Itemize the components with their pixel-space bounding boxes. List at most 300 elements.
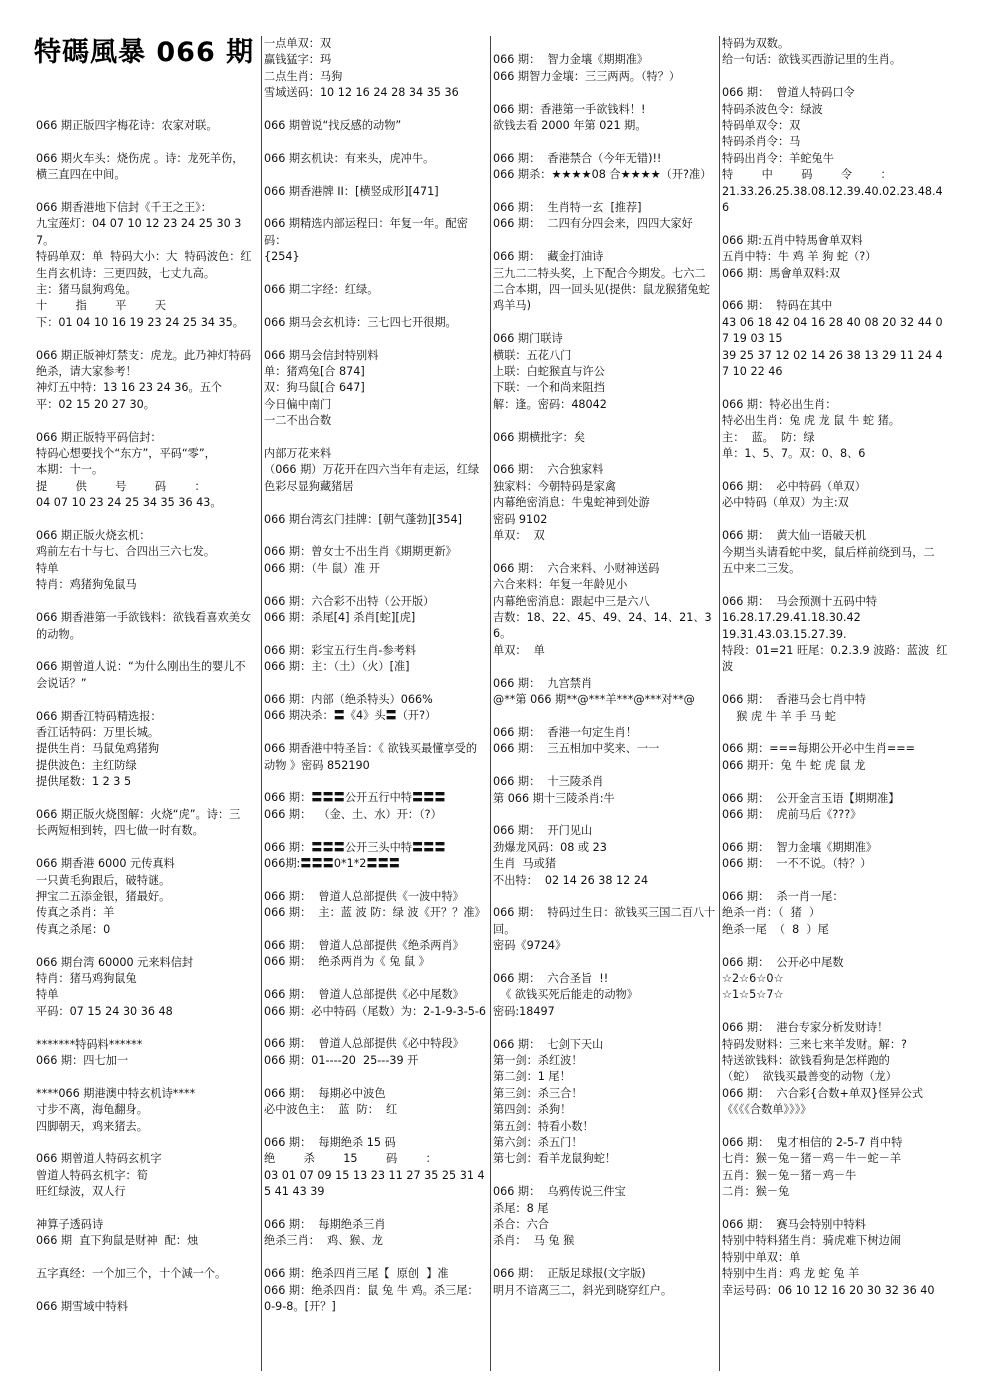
text-line <box>493 889 717 905</box>
text-line: 066 期： 六合彩{合数+单双}怪异公式 <box>722 1086 924 1100</box>
text-line: 五字真经：一个加三个，十个減一个。 <box>36 1267 227 1281</box>
text-line: 066 期： 马会预测十五码中特 <box>722 594 878 608</box>
text-line: 绝杀，请大家参考！ <box>36 365 137 379</box>
text-line: 066 期： 六合来料、小财神送码 <box>493 561 660 575</box>
text-line: 特码单双令：双 <box>722 119 801 133</box>
text-line: 生肖 马或猪 <box>493 857 557 871</box>
text-line <box>264 495 488 511</box>
text-line: 不出特： 02 14 26 38 12 24 <box>493 873 649 887</box>
text-line: 第四剑：杀狗！ <box>493 1103 572 1117</box>
text-line: 神算子透码诗 <box>36 1217 104 1231</box>
text-line: 绝杀三肖： 鸡、猴、龙 <box>264 1234 383 1248</box>
text-line <box>493 446 717 462</box>
text-line: 066 期： 六合圣旨 !! <box>493 971 609 985</box>
text-line: 特码出肖令：羊蛇兔牛 <box>722 151 834 165</box>
text-line <box>264 823 488 839</box>
text-line <box>264 626 488 642</box>
text-line <box>722 463 948 479</box>
text-line: 吉数：18、22、45、49、24、14、21、36。 <box>493 611 712 641</box>
text-line: 066 期： 每期必中波色 <box>264 1086 386 1100</box>
text-line <box>493 36 717 52</box>
text-line <box>493 659 717 675</box>
text-line: 066 期智力金壤：三三两两。（特？） <box>493 69 681 83</box>
text-line: 066 期玄机诀：有来头，虎冲牛。 <box>264 151 435 165</box>
text-line <box>493 134 717 150</box>
text-line: 密码:18497 <box>493 1004 555 1018</box>
text-line: 单：猪鸡兔[合 874] <box>264 365 365 379</box>
text-line <box>722 216 948 232</box>
text-line: 劲爆龙风码：08 或 23 <box>493 840 607 854</box>
text-line: 平码：07 15 24 30 36 48 <box>36 1004 173 1018</box>
text-line: *******特码料****** <box>36 1037 143 1051</box>
text-line: 066 期： 虎前马后《???》 <box>722 807 862 821</box>
text-line: 旺红绿波，双人行 <box>36 1185 126 1199</box>
text-line: 066 期： 杀一肖一尾： <box>722 889 844 903</box>
text-line: 066 期马会玄机诗：三七四七开很期。 <box>264 315 457 329</box>
text-line: 会说话？” <box>36 676 87 690</box>
text-line: 杀肖： 马 兔 猴 <box>493 1234 575 1248</box>
text-line: 《《《《合数单》》》》 <box>722 1103 812 1117</box>
text-line: 二肖：猴－兔 <box>722 1185 790 1199</box>
text-line: 066 期：（牛 鼠）准 开 <box>264 561 380 575</box>
text-line <box>36 840 258 856</box>
column-4 <box>722 36 948 1381</box>
text-line: 特必出生肖：兔 虎 龙 鼠 牛 蛇 猪。 <box>722 414 900 428</box>
text-line: 动物 》密码 852190 <box>264 758 370 772</box>
text-line: 066 期： 二四有分四会来，四四大家好 <box>493 217 693 231</box>
text-line: 鸡前左右十与七、合四出三六七发。 <box>36 545 216 559</box>
text-line: 特段：01=21 旺尾：0.2.3.9 波路：蓝波 红 <box>722 643 948 657</box>
text-line: {254} <box>264 250 300 264</box>
text-line: 特别中特料猪生肖：骑虎难下树边闹 <box>722 1234 902 1248</box>
text-line <box>264 331 488 347</box>
text-line: 七肖：猴－兔－猪－鸡－牛－蛇－羊 <box>722 1152 902 1166</box>
text-line: 四脚朝天，鸡来猪去。 <box>36 1119 148 1133</box>
text-line: 必中波色主： 蓝 防： 红 <box>264 1103 398 1117</box>
text-line: 提供生肖：马鼠兔鸡猪狗 <box>36 742 160 756</box>
text-line: 猴 虎 牛 羊 手 马 蛇 <box>722 709 836 723</box>
text-line: 特肖：鸡猪狗兔鼠马 <box>36 578 137 592</box>
text-line: 的动物。 <box>36 627 81 641</box>
text-line <box>264 167 488 183</box>
text-line: 三九二二特头奖，上下配合今期发。七六二 <box>493 266 706 280</box>
text-line: 特单 <box>36 561 59 575</box>
text-line: 特码杀肖令：马 <box>722 135 801 149</box>
text-line: 16.28.17.29.41.18.30.42 <box>722 611 861 625</box>
text-line: 雪域送码：10 12 16 24 28 34 35 36 <box>264 86 459 100</box>
text-line: 066 期： 曾道人总部提供《必中尾数》 <box>264 988 464 1002</box>
text-line: 066 期门联诗 <box>493 332 563 346</box>
text-line: 幸运号码：06 10 12 16 20 30 32 36 40 <box>722 1283 935 1297</box>
text-line: 066 期： 九宫禁肖 <box>493 676 593 690</box>
text-line: 第三剑：杀三合！ <box>493 1086 583 1100</box>
text-line: 欲钱去看 2000 年第 021 期。 <box>493 119 647 132</box>
text-line: 066 期： 七剑下天山 <box>493 1037 604 1051</box>
text-line: 主：猪马鼠狗鸡兔。 <box>36 283 137 297</box>
text-line: 特码为双数。 <box>722 37 790 50</box>
text-line: 21.33.26.25.38.08.12.39.40.02.23.48.4 <box>722 184 943 198</box>
text-line: 066 期：主：（土）（火）[准] <box>264 660 410 674</box>
text-line: （蛇） 欲钱买最善变的动物（龙） <box>722 1070 897 1084</box>
text-line: 066 期：曾女士不出生肖《期期更新》 <box>264 545 457 559</box>
text-line: 内部万花来料 <box>264 447 332 461</box>
text-line: 第一剑：杀红波！ <box>493 1053 583 1067</box>
text-line: 066 期： 香港马会七肖中特 <box>722 693 866 707</box>
text-line: 066 期正版火烧玄机： <box>36 529 151 543</box>
text-line: 066 期： 黄大仙一语破天机 <box>722 529 866 543</box>
text-line: 神灯五中特：13 16 23 24 36。五个 <box>36 381 223 395</box>
text-line: 066 期： 曾道人特码口令 <box>722 86 855 100</box>
text-line: 066 期： 港台专家分析发财诗！ <box>722 1021 889 1035</box>
text-line: 绝杀一尾 （ 8 ）尾 <box>722 922 829 936</box>
text-line: 066 期台湾 60000 元来料信封 <box>36 955 194 969</box>
text-line: 必中特码（单双）为主:双 <box>722 496 849 510</box>
text-line: 066 期： 曾道人总部提供《必中特段》 <box>264 1037 464 1051</box>
text-line: 平：02 15 20 27 30。 <box>36 397 155 411</box>
text-line: 特码发财料：三来七来羊发财。解：? <box>722 1037 907 1051</box>
text-line: 39 25 37 12 02 14 26 38 13 29 11 24 4 <box>722 348 943 362</box>
text-line: 066 期：内部（绝杀特头）066% <box>264 693 433 707</box>
text-line <box>264 676 488 692</box>
column-1 <box>36 118 258 1381</box>
text-line: 《 欲钱买死后能走的动物》 <box>493 988 638 1002</box>
text-line: 今日偏中南门 <box>264 397 332 411</box>
text-line: 色彩尽显狗藏猪居 <box>264 479 354 493</box>
text-line: 066 期：〓〓〓公开五行中特〓〓〓 <box>264 791 446 805</box>
text-line: 066 期开：兔 牛 蛇 虎 鼠 龙 <box>722 758 866 772</box>
text-line: 五肖：猴－兔－猪－鸡－牛 <box>722 1168 857 1182</box>
text-line <box>264 1250 488 1266</box>
text-line: 解：逢。密码：48042 <box>493 397 607 411</box>
text-line: 第六剑：杀五门！ <box>493 1135 583 1149</box>
text-line: 066 期曾道人说：“为什么刚出生的婴儿不 <box>36 660 246 674</box>
text-line <box>722 69 948 85</box>
column-divider <box>719 36 720 1371</box>
text-line: 独家料：今朝特码是家禽 <box>493 479 617 493</box>
text-line: 066 期：01----20 25---39 开 <box>264 1053 419 1067</box>
text-line: ****066 期港澳中特玄机诗**** <box>36 1086 196 1100</box>
text-line: 长两短相到转，四七做一时有数。 <box>36 824 204 838</box>
text-line: 二合本期，四一回头见(提供：鼠龙猴猪兔蛇 <box>493 283 710 297</box>
text-line <box>722 1201 948 1217</box>
text-line: 066 期决杀：〓《4》头〓（开?） <box>264 709 437 723</box>
text-line: 066 期正版神灯禁支：虎龙。此乃神灯特码 <box>36 348 252 362</box>
text-line: 今期当头请看蛇中奖，鼠后样前绕到马，二 <box>722 545 935 559</box>
text-line <box>493 1250 717 1266</box>
text-line: 066 期： 生肖特一玄 [推荐] <box>493 201 642 214</box>
text-line: 066期:〓〓〓0*1*2〓〓〓 <box>264 857 400 871</box>
text-line <box>264 577 488 593</box>
text-line: 鸡羊马) <box>493 299 531 313</box>
text-line: 下：01 04 10 16 19 23 24 25 34 35。 <box>36 315 244 329</box>
text-line: 066 期： 必中特码（单双） <box>722 479 866 493</box>
text-line <box>36 512 258 528</box>
text-line <box>264 774 488 790</box>
text-line <box>36 791 258 807</box>
text-line <box>264 200 488 216</box>
text-line: 杀合：六合 <box>493 1217 549 1231</box>
text-line: 曾道人特码玄机字：筍 <box>36 1168 148 1182</box>
text-line <box>36 1135 258 1151</box>
text-line <box>36 692 258 708</box>
text-line <box>264 266 488 282</box>
text-line: 下联：一个和尚来阻挡 <box>493 381 605 395</box>
text-line: 066 期火车头：烧伤虎 。诗：龙死羊伤， <box>36 151 244 165</box>
text-line: 主： 蓝。 防：绿 <box>722 430 815 444</box>
text-line <box>493 1020 717 1036</box>
text-line: 特送欲钱料：欲钱看狗是怎样跑的 <box>722 1053 890 1067</box>
text-line: 066 期： 乌鸦传说三件宝 <box>493 1185 626 1199</box>
text-line: ☆2☆6☆0☆ <box>722 971 784 985</box>
text-line: 杀尾：8 尾 <box>493 1201 549 1215</box>
text-line: 066 期:五肖中特馬會单双料 <box>722 233 863 247</box>
text-line <box>722 1004 948 1020</box>
text-line: 066 期台湾玄门挂牌：[朝气蓬勃][354] <box>264 512 462 526</box>
text-line: 066 期： 主：蓝 波 防：绿 波《开？？准》 <box>264 906 486 920</box>
text-line: 单双： 单 <box>493 643 545 657</box>
text-line: 066 期： 特码过生日：欲钱买三国二百八十 <box>493 906 716 920</box>
text-line: 提 供 号 码 ： <box>36 479 206 493</box>
text-line: 066 期：六合彩不出特（公开版） <box>264 594 435 608</box>
text-line: 特码单双：单 特码大小：大 特码波色：红 <box>36 250 252 264</box>
text-line: 066 期： 正版足球报(文字版) <box>493 1267 646 1281</box>
text-line: ☆1☆5☆7☆ <box>722 988 784 1002</box>
text-line: 7 10 22 46 <box>722 365 783 379</box>
text-line: 066 期： 公开金言玉语【期期准】 <box>722 791 900 805</box>
text-line: 066 期 直下狗鼠是财神 配：烛 <box>36 1234 199 1248</box>
text-line <box>722 774 948 790</box>
text-line <box>722 380 948 396</box>
text-line: 特别中单双：单 <box>722 1250 801 1264</box>
text-line: 04 07 10 23 24 25 34 35 36 43。 <box>36 496 222 510</box>
text-line: 066 期马会信封特别料 <box>264 348 379 362</box>
text-line: 横联：五花八门 <box>493 348 572 362</box>
text-line: 066 期： 每期绝杀三肖 <box>264 1217 386 1231</box>
text-line: 066 期正版四字梅花诗：农家对联。 <box>36 119 218 132</box>
text-line: 6 <box>722 201 730 215</box>
text-line <box>493 758 717 774</box>
text-line <box>36 331 258 347</box>
text-line: 066 期： 十三陵杀肖 <box>493 775 604 789</box>
text-line: 066 期香江特码精选报： <box>36 709 162 723</box>
text-line: 第 066 期十三陵杀肖:牛 <box>493 791 615 805</box>
text-line: 单：1、5、7。双：0、8、6 <box>722 447 866 461</box>
text-line: 066 期： 曾道人总部提供《一波中特》 <box>264 889 464 903</box>
text-line: 回。 <box>493 922 516 936</box>
text-line: 066 期： 一不不说。（特？） <box>722 857 872 871</box>
text-line: 066 期香港中特圣旨：《 欲钱买最懂享受的 <box>264 742 478 756</box>
text-line <box>493 85 717 101</box>
text-line <box>264 922 488 938</box>
text-line: 066 期二字经：红绿。 <box>264 283 379 297</box>
text-line: 066 期： 智力金壤《期期准》 <box>722 840 878 854</box>
text-line: 066 期： 三五相加中奖来、一一 <box>493 742 660 756</box>
text-line <box>722 823 948 839</box>
text-line <box>722 725 948 741</box>
text-line: 066 期：必中特码（尾数）为：2-1-9-3-5-6 <box>264 1004 487 1018</box>
text-line <box>493 315 717 331</box>
text-line <box>264 528 488 544</box>
text-line: 密码《9724》 <box>493 939 567 953</box>
text-line: 066 期：彩宝五行生肖-参考料 <box>264 643 417 657</box>
text-line: 给一句话：欲钱买西游记里的生肖。 <box>722 53 902 67</box>
text-line: 066 期： 香港禁合（今年无错)!! <box>493 151 662 165</box>
column-divider <box>490 36 491 1371</box>
text-line <box>493 413 717 429</box>
text-line: 单双： 双 <box>493 529 545 543</box>
text-line: 066 期曾说“找反感的动物” <box>264 119 402 133</box>
text-line <box>493 955 717 971</box>
text-line: 特单 <box>36 988 59 1002</box>
text-line: 赢钱猛字：玛 <box>264 53 332 67</box>
text-line: 066 期：特必出生肖： <box>722 397 837 411</box>
text-line <box>722 873 948 889</box>
text-line: 066 期雪域中特料 <box>36 1299 129 1313</box>
text-line: 第七剑：看羊龙鼠狗蛇！ <box>493 1152 617 1166</box>
text-line <box>493 233 717 249</box>
text-line: 内幕绝密消息：跟起中三是六八 <box>493 594 650 608</box>
text-line: 一点单双：双 <box>264 37 332 50</box>
text-line <box>722 676 948 692</box>
text-line: 066 期：===每期公开必中生肖=== <box>722 742 916 756</box>
text-line: 特肖：猪马鸡狗鼠兔 <box>36 971 137 985</box>
text-line: 五肖中特：牛 鸡 羊 狗 蛇（?） <box>722 250 877 264</box>
text-line <box>722 577 948 593</box>
text-line: 066 期： 开门见山 <box>493 824 593 838</box>
text-line: 066 期：馬會单双料:双 <box>722 266 841 280</box>
text-line <box>264 298 488 314</box>
text-line: 066 期香港地下信封《千王之王》： <box>36 201 212 214</box>
text-line: 明月不谙离三二，斜光到晓穿红户。 <box>493 1283 673 1297</box>
text-line: 066 期：杀尾[4] 杀肖[蛇][虎] <box>264 611 416 625</box>
text-line: 066 期： 每期绝杀 15 码 <box>264 1135 396 1149</box>
text-line: 066 期香港牌 II：[横竖成形][471] <box>264 184 439 198</box>
text-line <box>36 1020 258 1036</box>
text-line: 横三直四在中间。 <box>36 168 126 182</box>
text-line: 一只黄毛狗跟后，破特谜。 <box>36 873 171 887</box>
text-line: 九宝莲灯：04 07 10 12 23 24 25 30 37。 <box>36 217 242 247</box>
text-line: 066 期： 藏金打油诗 <box>493 250 604 264</box>
text-line: （066 期）万花开在四六当年有走运，红绿 <box>264 463 480 477</box>
text-line: 066 期正版火烧图解：火烧“虎”。诗：三 <box>36 807 241 821</box>
text-line: 双：狗马鼠[合 647] <box>264 381 365 395</box>
text-line: 066 期：绝杀四肖三尾【 原创 】准 <box>264 1267 449 1281</box>
text-line: 本期：十一。 <box>36 463 104 477</box>
text-line <box>264 872 488 888</box>
text-line <box>36 413 258 429</box>
text-line <box>722 282 948 298</box>
text-line: 第五剑：特看小数！ <box>493 1119 594 1133</box>
text-line <box>36 1201 258 1217</box>
text-line: 绝杀一肖：（ 猪 ） <box>722 906 821 920</box>
text-line: 寸步不离，海龟翻身。 <box>36 1103 148 1117</box>
text-line: 066 期： 绝杀两肖为《 兔 鼠 》 <box>264 955 430 969</box>
text-line <box>36 134 258 150</box>
text-line: 内幕绝密消息：牛鬼蛇神到处游 <box>493 496 650 510</box>
text-line: 0-9-8。[开？] <box>264 1299 336 1313</box>
text-line: 066 期精选内部运程曰：年复一年。配密码： <box>264 217 468 247</box>
text-line: 生肖玄机诗：三更四鼓，七丈九高。 <box>36 266 216 280</box>
text-line: 7 19 03 15 <box>722 332 783 346</box>
text-line: 传真之杀肖：羊 <box>36 906 115 920</box>
text-line <box>36 184 258 200</box>
text-line <box>36 594 258 610</box>
text-line <box>264 1069 488 1085</box>
text-line: 提供尾数：1 2 3 5 <box>36 775 132 789</box>
text-line: 066 期曾道人特码玄机字 <box>36 1152 162 1166</box>
text-line <box>722 1119 948 1135</box>
text-line: 五中来二三发。 <box>722 561 801 575</box>
text-line <box>36 1069 258 1085</box>
text-line: 066 期：四七加一 <box>36 1053 129 1067</box>
text-line: 十 指 平 天 <box>36 299 167 313</box>
text-line: 066 期： （金、土、水）开：（?） <box>264 807 442 821</box>
text-line: 香江话特码：万里长城。 <box>36 725 160 739</box>
text-line <box>493 184 717 200</box>
text-line: 03 01 07 09 15 13 23 11 27 35 25 31 4 <box>264 1168 485 1182</box>
text-line: 19.31.43.03.15.27.39. <box>722 627 847 641</box>
text-line: 066 期： 赛马会特别中特料 <box>722 1218 866 1231</box>
column-3 <box>493 36 717 1381</box>
text-line <box>264 430 488 446</box>
text-line <box>36 643 258 659</box>
text-line: @**第 066 期**@***羊***@***对**@ <box>493 693 695 707</box>
text-line <box>264 102 488 118</box>
text-line <box>36 1250 258 1266</box>
text-line: 特别中生肖：鸡 龙 蛇 兔 羊 <box>722 1267 860 1281</box>
text-line: 特码心想要找个“东方”，平码“零”， <box>36 447 216 461</box>
text-line: 5 41 43 39 <box>264 1185 325 1199</box>
text-line <box>264 971 488 987</box>
text-line <box>36 1283 258 1299</box>
text-line: 二点生肖：马狗 <box>264 69 343 83</box>
text-line: 上联：白蛇猴直与许公 <box>493 365 605 379</box>
text-line: 绝 杀 15 码 ： <box>264 1152 437 1166</box>
text-line: 密码 9102 <box>493 512 548 526</box>
text-line <box>493 807 717 823</box>
text-line <box>264 1201 488 1217</box>
text-line: 066 期： 香港一句定生肖！ <box>493 725 637 739</box>
text-line <box>264 1118 488 1134</box>
text-line <box>264 1020 488 1036</box>
column-2 <box>264 36 488 1381</box>
text-line: 066 期香港第一手欲钱料：欲钱看喜欢美女 <box>36 611 252 625</box>
text-line <box>722 938 948 954</box>
text-line: 066 期： 六合独家料 <box>493 463 604 477</box>
text-line: 特码杀波色令：绿波 <box>722 102 823 116</box>
text-line <box>36 938 258 954</box>
text-line: 066 期：香港第一手欲钱料！! <box>493 102 646 116</box>
text-line: 066 期： 公开必中尾数 <box>722 955 844 969</box>
text-line <box>264 725 488 741</box>
text-line: 066 期正版特平码信封： <box>36 430 162 444</box>
text-line: 066 期： 智力金壤《期期准》 <box>493 53 649 67</box>
text-line <box>493 544 717 560</box>
text-line: 提供波色：主红防绿 <box>36 758 137 772</box>
text-line: 066 期： 特码在其中 <box>722 299 833 313</box>
text-line: 第二剑：1 尾！ <box>493 1070 571 1084</box>
text-line <box>722 512 948 528</box>
text-line: 押宝二五添金银，猪最好。 <box>36 889 171 903</box>
text-line: 066 期：〓〓〓公开三头中特〓〓〓 <box>264 840 446 854</box>
column-divider <box>261 36 262 1371</box>
text-line: 43 06 18 42 04 16 28 40 08 20 32 44 0 <box>722 315 943 329</box>
page-title: 特碼風暴 066 期 <box>34 37 255 68</box>
text-line <box>493 1168 717 1184</box>
text-line: 066 期：绝杀四肖：鼠 兔 牛 鸡。杀三尾： <box>264 1283 479 1297</box>
text-line: 066 期香港 6000 元传真料 <box>36 857 175 871</box>
text-line <box>264 134 488 150</box>
